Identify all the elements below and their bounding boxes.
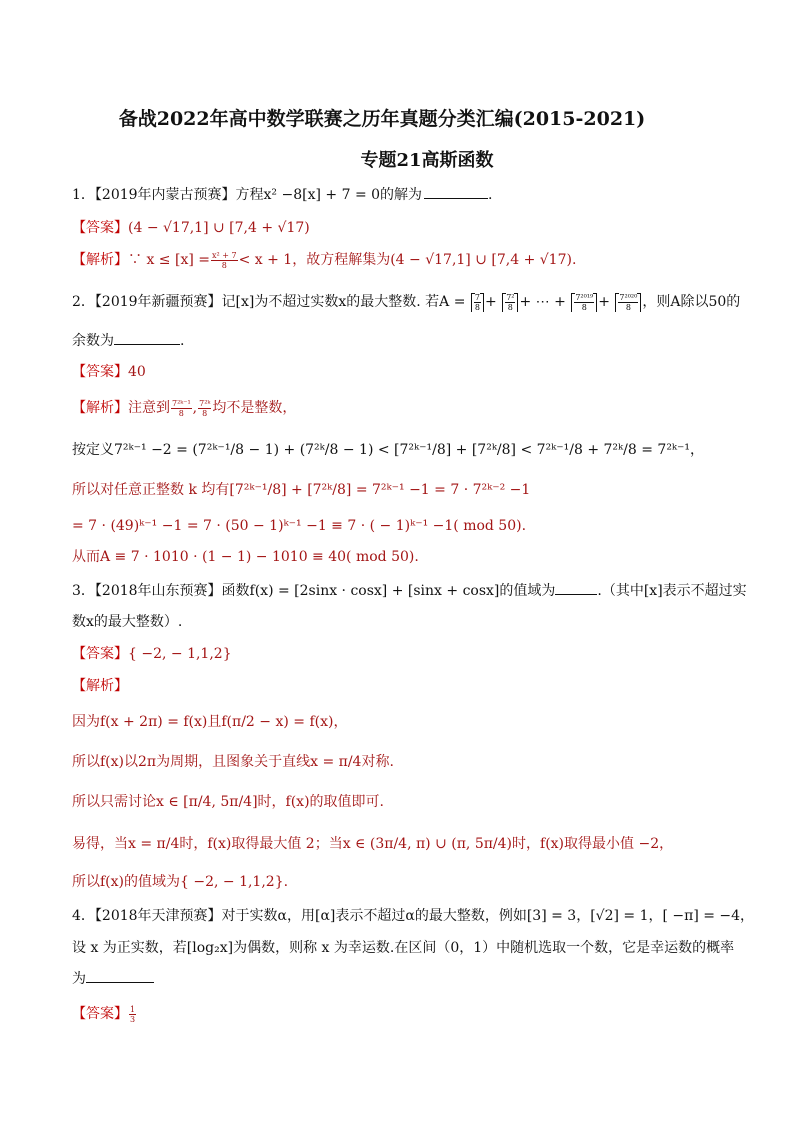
analysis-label: 【解析】 bbox=[72, 400, 128, 416]
q2-stem-line2-end: . bbox=[180, 333, 185, 349]
q2-analysis: 【解析】注意到 $\frac{\text{7²ᵏ⁻¹}}{8}$ , $\frac{\text{7²ᵏ}}{8}$ 均不是整数， bbox=[72, 398, 297, 418]
q3-line-max bbox=[72, 834, 673, 854]
q2-analysis-a: 注意到 bbox=[128, 400, 170, 416]
q2-line-any-text: 所以对任意正整数 k 均有[7²ᵏ⁻¹/8] + [7²ᵏ/8] = 7²ᵏ⁻¹ −1 = 7 · 7²ᵏ⁻² −1 bbox=[72, 482, 531, 498]
q2-frac2-numerator: 7²ᵏ bbox=[199, 398, 211, 408]
q3-line-period bbox=[72, 712, 347, 732]
q2-line-mod bbox=[72, 516, 526, 536]
q2-plus-2: + bbox=[598, 294, 610, 310]
q4-answer-fraction bbox=[129, 1005, 136, 1024]
q2-stem bbox=[72, 292, 740, 312]
q4-answer bbox=[72, 1004, 137, 1024]
q1-stem bbox=[72, 184, 492, 205]
q2-frac1-numerator: 7²ᵏ⁻¹ bbox=[172, 398, 191, 408]
q4-blank bbox=[86, 968, 154, 983]
q2-stem-line2 bbox=[72, 330, 184, 351]
q3-stem-line2 bbox=[72, 612, 182, 632]
analysis-label: 【解析】 bbox=[72, 252, 128, 268]
q3-answer-value: { −2, − 1,1,2} bbox=[128, 646, 232, 662]
q2-dots: + ⋯ + bbox=[519, 294, 566, 310]
q3-line-symmetry-text: 所以f(x)以2π为周期，且图象关于直线x = π/4对称. bbox=[72, 754, 394, 770]
q2-blank bbox=[114, 330, 180, 345]
q3-line-interval-text: 所以只需讨论x ∈ [π/4, 5π/4]时，f(x)的取值即可. bbox=[72, 794, 384, 810]
q2-line-definition-text: 按定义7²ᵏ⁻¹ −2 = (7²ᵏ⁻¹/8 − 1) + (7²ᵏ/8 − 1) < [7²ᵏ⁻¹/8] + [7²ᵏ/8] < 7²ᵏ⁻¹/8 + 7²ᵏ/8 = 7²ᵏ⁻¹， bbox=[72, 442, 705, 458]
q2-line-result-text: 从而A ≡ 7 · 1010 · (1 − 1) − 1010 ≡ 40( mod 50). bbox=[72, 549, 419, 565]
q4-stem-line3-text: 为 bbox=[72, 971, 86, 987]
page-title: 备战2022年高中数学联赛之历年真题分类汇编(2015-2021) bbox=[118, 108, 646, 130]
q3-answer bbox=[72, 644, 232, 664]
q3-line-range bbox=[72, 872, 288, 892]
q3-line-period-text: 因为f(x + 2π) = f(x)且f(π/2 − x) = f(x)， bbox=[72, 714, 348, 730]
q2-answer bbox=[72, 362, 146, 382]
q2-line-definition bbox=[72, 440, 704, 460]
q1-analysis-b: < x + 1，故方程解集为(4 − √17,1] ∪ [7,4 + √17). bbox=[238, 252, 577, 268]
q2-term-4: $\frac{\text{7²⁰²⁰}}{8}$ bbox=[615, 293, 641, 312]
q4-stem-line1 bbox=[72, 906, 754, 926]
q3-line-symmetry bbox=[72, 752, 394, 772]
q3-stem-line1-end: .（其中[x]表示不超过实 bbox=[597, 583, 747, 599]
q1-answer bbox=[72, 218, 310, 238]
q4-answer-denominator: 3 bbox=[130, 1014, 136, 1024]
q3-blank bbox=[555, 580, 597, 595]
q3-stem-line2-text: 数x的最大整数）. bbox=[72, 614, 183, 630]
q2-answer-value: 40 bbox=[128, 364, 146, 380]
q1-answer-value: (4 − √17,1] ∪ [7,4 + √17) bbox=[128, 220, 310, 236]
q3-line-max-text: 易得，当x = π/4时，f(x)取得最大值 2；当x ∈ (3π/4, π) ∪ (π, 5π/4)时，f(x)取得最小值 −2， bbox=[72, 836, 674, 852]
q3-stem bbox=[72, 580, 747, 601]
q2-stem-a: 2．【2019年新疆预赛】记[x]为不超过实数x的最大整数. 若A = bbox=[72, 294, 466, 310]
q2-analysis-frac2: $\frac{\text{7²ᵏ}}{8}$ bbox=[199, 398, 211, 418]
q4-stem-line2 bbox=[72, 938, 734, 958]
q1-analysis bbox=[72, 250, 576, 270]
q2-term-2: $\frac{\text{7²}}{8}$ bbox=[502, 293, 518, 312]
answer-label: 【答案】 bbox=[72, 220, 128, 236]
q2-line-result bbox=[72, 547, 419, 567]
q3-stem-line1: 3．【2018年山东预赛】函数f(x) = [2sinx · cosx] + [sinx + cosx]的值域为 bbox=[72, 583, 556, 599]
answer-label: 【答案】 bbox=[72, 364, 128, 380]
q2-stem-b: ，则A除以50的 bbox=[642, 294, 741, 310]
q3-line-range-text: 所以f(x)的值域为{ −2, − 1,1,2}. bbox=[72, 874, 289, 890]
q1-stem-end: . bbox=[488, 187, 493, 203]
q1-frac-numerator: x² + 7 bbox=[211, 250, 237, 260]
q2-analysis-b: 均不是整数， bbox=[212, 400, 297, 416]
q1-analysis-fraction bbox=[211, 251, 238, 270]
q2-stem-line2-text: 余数为 bbox=[72, 333, 114, 349]
q2-analysis-frac1: $\frac{\text{7²ᵏ⁻¹}}{8}$ bbox=[172, 398, 191, 418]
answer-label: 【答案】 bbox=[72, 646, 128, 662]
analysis-label: 【解析】 bbox=[72, 678, 128, 694]
q4-stem-line1-text: 4．【2018年天津预赛】对于实数α，用[α]表示不超过α的最大整数，例如[3] = 3，[√2] = 1，[ −π] = −4， bbox=[72, 908, 755, 924]
q1-stem-text: 1．【2019年内蒙古预赛】方程x² −8[x] + 7 = 0的解为 bbox=[72, 187, 423, 203]
q4-stem-line3 bbox=[72, 968, 154, 989]
q2-line-mod-text: = 7 · (49)ᵏ⁻¹ −1 = 7 · (50 − 1)ᵏ⁻¹ −1 ≡ 7 · ( − 1)ᵏ⁻¹ −1( mod 50). bbox=[72, 518, 527, 534]
q2-plus-1: + bbox=[485, 294, 497, 310]
q3-line-interval bbox=[72, 792, 384, 812]
answer-label: 【答案】 bbox=[72, 1006, 128, 1022]
q2-term-1: $\frac{7}{8}$ bbox=[471, 293, 484, 312]
q4-stem-line2-text: 设 x 为正实数，若[log₂x]为偶数，则称 x 为幸运数.在区间（0，1）中随机选取一个数，它是幸运数的概率 bbox=[72, 940, 735, 956]
q2-term-3: $\frac{\text{7²⁰¹⁹}}{8}$ bbox=[571, 293, 597, 312]
q3-analysis-heading bbox=[72, 676, 128, 696]
q2-line-any bbox=[72, 480, 530, 500]
page-subtitle: 专题21高斯函数 bbox=[360, 150, 494, 171]
q1-frac-denominator: 8 bbox=[221, 260, 227, 270]
q1-analysis-a: ∵ x ≤ [x] = bbox=[128, 252, 210, 268]
q1-blank bbox=[424, 184, 488, 199]
q4-answer-numerator: 1 bbox=[130, 1004, 136, 1014]
